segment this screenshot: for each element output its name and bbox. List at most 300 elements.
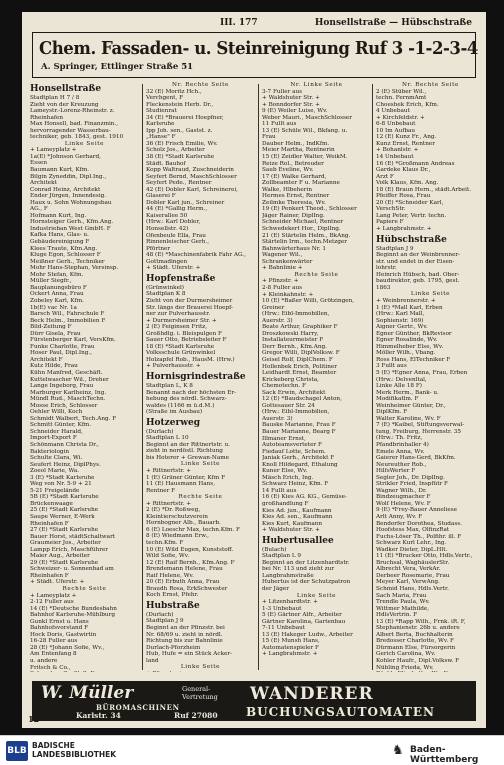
directory-entry: 9 (E) Weiler Luise, Wv. (262, 108, 328, 115)
directory-entry: Stadtplan J 9 (376, 245, 414, 252)
directory-entry: Meißner Gerh., Techniker (30, 258, 105, 265)
directory-entry: Fiedauf Lotte, Schem. (262, 448, 326, 455)
directory-entry: Gottmadingen (146, 258, 188, 265)
directory-entry: VerschStr. (376, 206, 406, 213)
directory-entry: Auerstr. 3) (262, 415, 293, 422)
directory-entry: Hub, Hufe = ein Stück Acker- (146, 651, 233, 658)
directory-entry: (Durlach) (146, 428, 174, 435)
side-heading: Rechte Seite (294, 271, 339, 278)
directory-entry: Pfandbrinhaller 4) (376, 441, 429, 448)
directory-entry: Fleckenstein Herb. Dr., (146, 101, 214, 108)
directory-entry: Heinrich Hübsch, bad. Ober- (376, 271, 460, 278)
directory-entry: + Rittnertstr. + (146, 500, 191, 507)
directory-entry: Gerich Carolina, Wv. (376, 651, 436, 658)
directory-entry: Wolf Helene, Wv. F (376, 500, 431, 507)
directory-entry: + Bohanlstr. + (376, 147, 419, 154)
directory-entry: Lampp Erich, Maschführer (30, 546, 109, 553)
directory-entry: + Langbrahmstr. + (262, 651, 318, 658)
directory-entry: Str. längs der Brauerei Hoepf- (146, 304, 233, 311)
directory-entry: Am Entenfang 8 (30, 651, 77, 658)
directory-entry: Meier Martha, Rentnerin (262, 147, 335, 154)
directory-entry: Kutz Hilde, Frau (30, 363, 78, 370)
directory-entry: Essen (30, 160, 48, 167)
directory-entry: Barsch Wil., Fahrschule F (30, 311, 105, 318)
directory-entry: „Hanse" F (146, 134, 176, 141)
directory-entry: Autoteamsverteter F (262, 442, 322, 449)
directory-entry: Reize Rol., Betreuder (262, 160, 324, 167)
directory-entry: Stadtplan L, K 8 (146, 382, 193, 389)
directory-entry: + Bahnlinie + (262, 265, 303, 272)
directory-entry: Papiere F (376, 219, 404, 226)
directory-entry: Schwedekert Hor., DiplIng. (262, 226, 341, 233)
directory-entry: + Pfinzstr. + (262, 278, 299, 285)
column-2 (146, 82, 255, 672)
street-heading: Hornisgrindestraße (146, 371, 246, 382)
directory-entry: 29 (E) *Stadt Karlsruhe (30, 559, 99, 566)
directory-entry: Mündl Rud., MaschTechn. (30, 396, 106, 403)
street-heading: Hübschstraße (376, 234, 447, 245)
directory-entry: Bahnhof Karlsruhe-Mühlburg (30, 612, 115, 619)
directory-entry: 1-3 Unbebaut (262, 605, 302, 612)
directory-entry: Nübling Frieda, Wv. (376, 664, 434, 671)
directory-entry: Knoll Hildegard, Ethalung (262, 461, 338, 468)
directory-entry: Kies Ad. sen., Kaufmann (262, 514, 333, 521)
directory-entry: 2 (E) *Dr. Roßweg, (146, 507, 201, 514)
ad-address: Karlstr. 34 (76, 711, 121, 720)
page-number: III. 177 (220, 18, 258, 28)
directory-entry: Pförtner (146, 245, 171, 252)
directory-entry: + Bonndorfer Str. + (262, 101, 320, 108)
directory-entry: Zollbeamter F u. Marianne (262, 180, 340, 187)
directory-entry: hervorragender Wasserbau- (30, 127, 111, 134)
directory-entry: Bauske Marianne, Frau F (262, 422, 336, 429)
directory-entry: 6 (E) Loeschr Max, techn.Kfm. F (146, 526, 241, 533)
directory-entry: Sauer Otto, Betriebsleiter F (146, 337, 227, 344)
directory-entry: (Straße im Ausbau) (146, 409, 203, 416)
directory-entry: + Waldshuter Str. + (262, 527, 320, 534)
directory-entry: Gärtner Karolina, Gartenbau (262, 618, 346, 625)
directory-entry: AG., F (30, 206, 48, 213)
bw-label[interactable]: Baden-Württemberg (410, 745, 479, 765)
directory-entry: Hoser Paul, Dipl.Ing., (30, 350, 93, 357)
directory-entry: 12 (E) Raif Bernh., Kfm.Ang. F (146, 559, 235, 566)
directory-entry: (Durlach) (146, 611, 174, 618)
directory-entry: + Kleinkahnstr. + (262, 291, 314, 298)
directory-entry: Beginnt an der Weinbrenner- (376, 252, 461, 259)
directory-entry: 16 (E) *Großmann Andreas (376, 160, 455, 167)
directory-entry: Weg von Nr. 5-9 + 21 (30, 481, 92, 488)
directory-entry: 6-8 Unbebaut (376, 121, 416, 128)
directory-entry: Studienrat (146, 108, 177, 115)
directory-entry: Seufert Heinz, DiplPhys. (30, 461, 101, 468)
directory-entry: Droszkowski Harry, (262, 330, 319, 337)
column-divider (258, 84, 259, 670)
directory-entry: 20 (E) *Schneider Karl, (376, 199, 444, 206)
side-heading: Linke Seite (64, 140, 105, 147)
directory-entry: 25 (E) *Stadt Karlsruhe (30, 507, 99, 514)
directory-entry: 27 (E) *Stadt Karlsruhe (30, 527, 99, 534)
directory-entry: Janiak Gerh., Architekt F (262, 455, 335, 462)
directory-entry: Honsellstr. 42) (146, 226, 189, 233)
directory-entry: Kuttelwascher Wil., Dreher (30, 376, 109, 383)
directory-entry: Linke Alle 18 F) (376, 383, 423, 390)
directory-entry: tung, Freiburg, Herrenstr. 35 (376, 428, 461, 435)
directory-entry: Klees Traute, Kfm.Ang. (30, 245, 98, 252)
directory-entry: Gebäudereinigung F (30, 239, 90, 246)
directory-entry: Rheinhafen (30, 114, 63, 121)
directory-entry: Stärtelin Irm., techn.Metzger (262, 239, 348, 246)
directory-entry: Haux u. Sohn Wohnungsbau (30, 199, 112, 206)
directory-entry: Kühn Manfred, Geschäft. (30, 369, 103, 376)
directory-entry: 42 (E) Dobler Karl, Schreinerei, (146, 186, 238, 193)
directory-entry: Segler Joh., Dr. DiplIng. (376, 474, 445, 481)
blb-logo[interactable]: BLB (6, 741, 28, 761)
directory-entry: Ofenbeule Ella, Frau (146, 232, 206, 239)
directory-entry: Schmidt Walbert, Tech.Ang. F (30, 415, 117, 422)
directory-entry: Beate Arthur, Graphiker F (262, 324, 338, 331)
directory-entry: Nr. 68/69 u. zieht in nördl. (146, 631, 223, 638)
street-heading: Hotzerweg (146, 417, 201, 428)
blb-line1: BADISCHE (32, 741, 75, 750)
directory-entry: + Durmersheimer Str. + (146, 317, 217, 324)
directory-entry: (Bulach) (262, 546, 287, 553)
directory-entry: Emele Anna, Wv. (376, 448, 425, 455)
directory-entry: 34 (E) *Brauerei Hoepfner, (146, 114, 224, 121)
column-divider (372, 84, 373, 670)
directory-entry: 10 Im Aufbau (376, 127, 416, 134)
directory-entry: 4 Unbebaut (376, 108, 410, 115)
ad-top-line1: Chem. Fassaden- u. Steinreinigung Ruf 3 -1-2-3-4 (39, 38, 478, 59)
directory-entry: Stadtplan L 9 (262, 553, 302, 560)
directory-entry: Pfeiffer Rosa, Frau (376, 193, 431, 200)
directory-entry: Wagener Wil., (262, 252, 303, 259)
directory-entry: Hubertus ist der Schutzpatron (262, 579, 351, 586)
directory-entry: großhandlung F (262, 501, 309, 507)
column-4 (376, 82, 485, 672)
advertisement-top (32, 32, 476, 78)
directory-entry: Koch Ernst, Pfehr. (146, 592, 199, 599)
directory-entry: (Hrw.: Karl Mall, (376, 311, 425, 318)
directory-entry: 1b(E) vac Nr. 1a (30, 304, 77, 311)
directory-entry: Bilgin Zyneddin, Dipl.Ing., (30, 173, 107, 180)
directory-entry: Sach Maria, Frau (376, 592, 427, 599)
directory-entry: Rheinhafen F (30, 572, 69, 579)
directory-entry: Strikler Fried, Inspfütr F (376, 481, 448, 488)
directory-entry: 14 (E) *Deutsche Bundesbahn (30, 605, 117, 612)
directory-entry: Egner Günther, BkRevisor (376, 330, 452, 337)
directory-entry: Gardeke Klaus Dr., (376, 167, 431, 174)
directory-entry: Zoeol Marie, Wa. (30, 468, 80, 475)
directory-entry: der Jäger (262, 586, 289, 593)
directory-entry: Beck Helm., Immobilien F (30, 317, 106, 324)
ad-general-vertretung (182, 686, 218, 701)
directory-entry: Bindzeugmacher F (376, 494, 431, 501)
directory-entry: + Weinbrennerstr. + (376, 297, 436, 304)
directory-entry: Ockert Anna, Frau (30, 291, 84, 298)
directory-entry: Hofmann Kurt, Ing. (30, 212, 87, 219)
directory-entry: baudirektor, geb. 1795, gest. (376, 278, 460, 285)
directory-entry: 13 (E) *Rapp Wilh., Frnk. iR. F, (376, 618, 466, 625)
directory-entry: Gregor Willi, DiplVolksw. F (262, 350, 340, 357)
directory-entry: Installateurmeister F (262, 337, 324, 344)
directory-entry: Mäsch Erich, Ing. (262, 474, 314, 481)
directory-entry: + Kirchfeldstr. + (376, 114, 425, 121)
directory-entry: Lange Ingeborg, Frau (30, 383, 94, 390)
directory-entry: Schweizer- u. Sonnenbad am (30, 566, 114, 573)
directory-entry: Fritsch & Co., (30, 664, 71, 671)
directory-entry: waldes (1166 m ü.d.M.) (146, 402, 215, 409)
directory-entry: Jäger Rainer, DiplIng. (262, 212, 325, 219)
directory-entry: Schmitt Günter, Kfm. (30, 422, 92, 429)
directory-entry: Schwarz Kurl Lehr., Ing. (376, 540, 447, 547)
directory-entry: 7 (E) *Kaibel, Stiftungsverwal- (376, 422, 465, 429)
directory-entry: Albert Berta, Buchhalterin (376, 631, 453, 638)
directory-entry: 2 (E) Feiginsen Fritz, (146, 324, 208, 331)
directory-entry: Meyer Karl, VerwAng. (376, 579, 440, 586)
directory-entry: + Rittnertstr. + (146, 467, 191, 474)
directory-entry: Neureuther Rob., (376, 461, 427, 468)
directory-entry: 11 (E) Hausmann Hans, (146, 481, 216, 488)
directory-entry: Richtung bis zur Bahnlinie (146, 638, 223, 645)
directory-entry: Bauplanungsbüro F (30, 284, 87, 291)
directory-entry: Gunkl Ernst u. Hans (30, 618, 89, 625)
directory-entry: Bendorfer Dorothea, Studass. (376, 520, 462, 527)
directory-entry: Bruchsal, WaghäuslerStr. (376, 559, 450, 566)
directory-entry: Graumeier Jos., Arbeiter (30, 540, 101, 547)
directory-entry: Dürr Gisela, Frau (30, 330, 81, 337)
directory-entry: 5 (E) Gärtner Alfr., Arbeiter (262, 612, 342, 619)
directory-entry: 17 (E) Walke Gerhard, (262, 173, 327, 180)
directory-entry: str. und endet in der Eisen- (376, 258, 455, 265)
directory-entry: Industrieban West GmbH. F (30, 225, 111, 232)
blb-name[interactable] (32, 741, 116, 759)
directory-entry: + Lameyplatz + (30, 147, 77, 154)
directory-entry: Kohler Haufr., Dipl.Volksw. F (376, 658, 460, 665)
directory-entry: Kluge Egon, Schlosser F (30, 252, 101, 259)
directory-entry: Import-Export F (30, 435, 77, 442)
directory-entry: 2 (E) Stüber Wil., (376, 88, 427, 95)
directory-entry: Bauer Marianne, Bearg F (262, 428, 336, 435)
directory-entry: 13 (E) Hakeger Ludw., Arbeiter (262, 631, 353, 638)
directory-entry: Walter Karoline, Wv. F (376, 415, 441, 422)
directory-entry: Langbrahmstraße (262, 572, 314, 579)
side-heading: Linke Seite (296, 592, 337, 599)
directory-entry: Schneider Michael, Rentner (262, 219, 344, 226)
street-heading: Hubstraße (146, 600, 200, 611)
directory-entry: Schulte Clara, Wi. (30, 455, 83, 462)
directory-entry: 10 (E) Wild Eugen, Kunststoff. (146, 546, 234, 553)
directory-entry: 1863 (376, 284, 391, 291)
directory-entry: 18 (E) *Stadt Karlsruhe (146, 343, 215, 350)
directory-entry: Schönmann Christa Dr., (30, 441, 99, 448)
directory-entry: Beginnt an der Pfinzstr. bei (146, 625, 225, 632)
street-heading: Hubertusallee (262, 535, 334, 546)
directory-entry: + Städt. Uferstr. + (30, 579, 85, 586)
directory-entry: 1a(E) *Johnson Gerhard, (30, 153, 101, 160)
directory-entry: Schwarz Heinz, Kfm. F (262, 481, 329, 488)
directory-entry: Durlach-Pforzheim (146, 644, 201, 651)
directory-entry: HilfsWerter F (376, 468, 416, 475)
side-heading: Linke Seite (180, 664, 221, 671)
directory-entry: 3-7 Fuller aus (262, 88, 303, 95)
directory-entry: Kleintierschutzverein (146, 513, 208, 520)
directory-entry: Hornsteiger Gerh., Kfm.Ang. (30, 219, 114, 226)
directory-entry: Brückenwaage (30, 500, 73, 507)
directory-entry: 12 (E) *Baudschagel Anton, (262, 396, 342, 403)
directory-entry: Marburger Karlheinz, Ing. (30, 389, 107, 396)
ad-general: General- (182, 685, 211, 693)
directory-entry: Zeilmke Theresia, Wv. (262, 199, 326, 206)
directory-entry: Bild-Zeitung F (30, 324, 72, 331)
directory-entry: Hollenbek Erich, Politiner (262, 363, 337, 370)
directory-entry: Choeshek Erich, Kfm. (376, 101, 439, 108)
directory-entry: 18 (E) Braun Hern., städt.Arbeit. (376, 186, 472, 193)
directory-entry: Stephanienstr. 26b u. andere (376, 625, 460, 632)
directory-entry: Maier Aug., Arbeiter (30, 553, 90, 560)
directory-entry: Zieht von der Kreuzung (30, 101, 99, 108)
directory-entry: Kafka Hans, Glas- u. (30, 232, 89, 239)
directory-entry: Glaserei F (146, 193, 176, 200)
directory-entry: Zobeley Karl, Kfm. (30, 297, 84, 304)
directory-entry: Seyfert Pede., Rentner (146, 180, 212, 187)
directory-entry: Schneider Harald, (30, 428, 83, 435)
directory-entry: 36 (E) Frisch Emilie, Wv. (146, 140, 218, 147)
directory-entry: bei Nr. 113 und zieht zur (262, 566, 335, 573)
directory-entry: Geisel Rolf, DiplChem. F (262, 356, 333, 363)
directory-entry: + Lameyplatz + (30, 592, 77, 599)
ad-top-line2: A. Springer, Ettlinger Straße 51 (41, 62, 194, 72)
directory-entry: (Hrw.: Eibl-Immobillen, (262, 311, 330, 318)
directory-entry: Max Honsell, bad. Finanzmin., (30, 121, 119, 128)
running-header (22, 18, 486, 32)
directory-entry: Bakteriologin (30, 448, 69, 455)
side-heading: Nr. Rechte Seite (172, 82, 229, 88)
directory-entry: Kies Ad. jun., Kaufmann (262, 507, 332, 514)
directory-entry: 8 (E) Wiedmann Erw., (146, 533, 209, 540)
ad-buchungsautomaten: BUCHUNGSAUTOMATEN (246, 705, 435, 719)
directory-entry: (Hrw.: Karl Dobler, (146, 219, 201, 226)
directory-entry: Großhdlg. i. Bleispulgen F (146, 330, 222, 337)
directory-entry: Hornbogner Alb., Bauarb. (146, 520, 221, 527)
directory-entry: Hoofstess Max, OlfinzRat (376, 527, 450, 534)
directory-entry: Modifikatlm. F (376, 396, 419, 403)
directory-entry: land (146, 657, 159, 664)
column-3 (262, 82, 371, 672)
directory-entry: u. andere (30, 658, 58, 665)
directory-entry: 5 (E) *Egner Anna, Frau, Erben (376, 369, 468, 376)
ad-phone: Ruf 27080 (174, 711, 218, 720)
directory-entry: Lang Peter, Vertr. techn. (376, 212, 447, 219)
directory-entry: techn. FernmAmt (376, 95, 427, 102)
side-heading: Nr. Linke Seite (290, 82, 343, 88)
street-heading: Honsellstraße (30, 84, 102, 94)
directory-entry: Benannt nach der höchsten Er- (146, 389, 237, 396)
directory-entry: Walke, Hlbeherin (262, 186, 313, 193)
side-heading: Rechte Seite (178, 494, 223, 501)
directory-entry: Auerstr. 3) (262, 317, 293, 324)
directory-entry: Bahnwärterhaus Nr. 1 (262, 245, 326, 252)
directory-entry: 15 (E) Zeidler Walter, WeikM. (262, 154, 348, 161)
directory-entry: 32 (E) Moritz Hch., (146, 88, 202, 95)
ad-vertretung: Vertretung (182, 692, 218, 701)
ad-wanderer: WANDERER (250, 684, 374, 704)
directory-entry: Baumann Kurt, Kfm. (30, 167, 90, 174)
directory-entry: Arlt Anny, Wv. F (376, 514, 423, 520)
directory-entry: Leidhardt Ernst, Beamter (262, 370, 337, 377)
directory-entry: + Litzenhardtstr. + (262, 599, 318, 606)
side-heading: Rechte Seite (62, 586, 107, 593)
column-1 (30, 82, 139, 672)
directory-entry: Holzapfel Rob., HausM. (Hrw.) (146, 356, 235, 363)
library-footer (0, 735, 504, 765)
directory-entry: 28 (E) *Johann Sofie, Wv., (30, 644, 105, 651)
ad-buromaschinen: BÜROMASCHINEN (96, 703, 180, 712)
directory-entry: Beginnt an der Rittnertstr. u. (146, 441, 230, 448)
directory-entry: (Hrw.: Delvenltal, (376, 376, 427, 383)
directory-entry: Gaierer Hans-Gerd, BkKfm. (376, 455, 456, 462)
directory-entry: Wittmer Mathilde, (376, 605, 430, 612)
directory-entry: Stadtplan H 7 / 8 (30, 95, 80, 101)
directory-entry: 2-12 Fuller aus (30, 599, 74, 606)
directory-entry: + Waldshuter Str. + (262, 95, 320, 102)
directory-entry: Derbeer Rosemarie, Frau (376, 572, 450, 579)
directory-entry: techniker, geb. 1843, gest. 1910 (30, 134, 124, 141)
directory-entry: HdlsVertrin. F (376, 612, 418, 619)
directory-entry: 44 (E) *Gallig Herm., (146, 206, 208, 213)
directory-entry: 2-8 Fuller aus (262, 284, 303, 291)
directory-entry: 10 (E) *Baßer Willi, Grötzingen, (262, 298, 355, 305)
directory-entry: Verchgent, F (146, 95, 184, 102)
directory-entry: Dobler Karl jun., Schreiner (146, 199, 225, 206)
directory-entry: 3 (E) *Stadt Karlsruhe (30, 474, 95, 481)
directory-entry: Greiner (262, 304, 285, 311)
directory-entry: Kunz Ernst, Rentner (376, 140, 435, 147)
directory-entry: bis Hoterer + Grewan-Name (146, 454, 230, 461)
ad-brand: W. Müller (41, 683, 134, 703)
directory-entry: Illmaner Ernst, (262, 435, 306, 442)
directory-entry: 19 (E) Penkert Theod., Schlosser (262, 206, 357, 213)
directory-entry: lohrstr. (376, 265, 397, 272)
directory-entry: Dauber Helm., IndKfm. (262, 140, 330, 147)
lion-crest-icon: ♞ (392, 743, 404, 758)
directory-entry (30, 671, 139, 672)
directory-entry: Mosse Erich, Schlosser (30, 402, 98, 409)
directory-entry: 38 (E) *Stadt Karlsruhe (146, 154, 215, 161)
directory-entry: Braudh Rosa, ErkSchwester (146, 585, 228, 592)
directory-entry: Architekt F (30, 356, 63, 363)
side-heading: Nr. Rechte Seite (402, 82, 459, 88)
directory-entry: Krickeberg Christa, (262, 376, 319, 383)
directory-entry: Saub Eveline, Wv. (262, 167, 314, 174)
directory-entry: Egner Rosalinde, Wv. (376, 337, 438, 344)
directory-entry: 7-11 Unbebaut (262, 625, 306, 632)
directory-entry: Schrankenwärter (262, 258, 313, 265)
directory-entry: 14 Unbebaut (376, 154, 414, 161)
directory-entry: Müller Siegfr., (30, 278, 72, 285)
advertisement-bottom (32, 681, 476, 721)
directory-entry: Merk Herm., Bank- u. (376, 389, 439, 396)
directory-entry: 16-28 Fuller aus (30, 638, 78, 645)
directory-entry: Stadtplan K 8 (146, 291, 186, 298)
directory-entry: Rheinhafen F (30, 520, 69, 527)
directory-entry: Stadtplan J 9 (146, 618, 184, 625)
directory-entry: Rentner F (146, 487, 176, 494)
directory-entry: Architekt (30, 180, 57, 187)
directory-entry (376, 671, 485, 672)
directory-entry: 9 (E) *Frey-Bauer Anneliese (376, 507, 458, 514)
directory-entry: Fürstenberger Karl, VersKfm. (30, 337, 116, 344)
directory-entry: 21 (E) Stärtelin Helm., BkAng. (262, 232, 351, 239)
